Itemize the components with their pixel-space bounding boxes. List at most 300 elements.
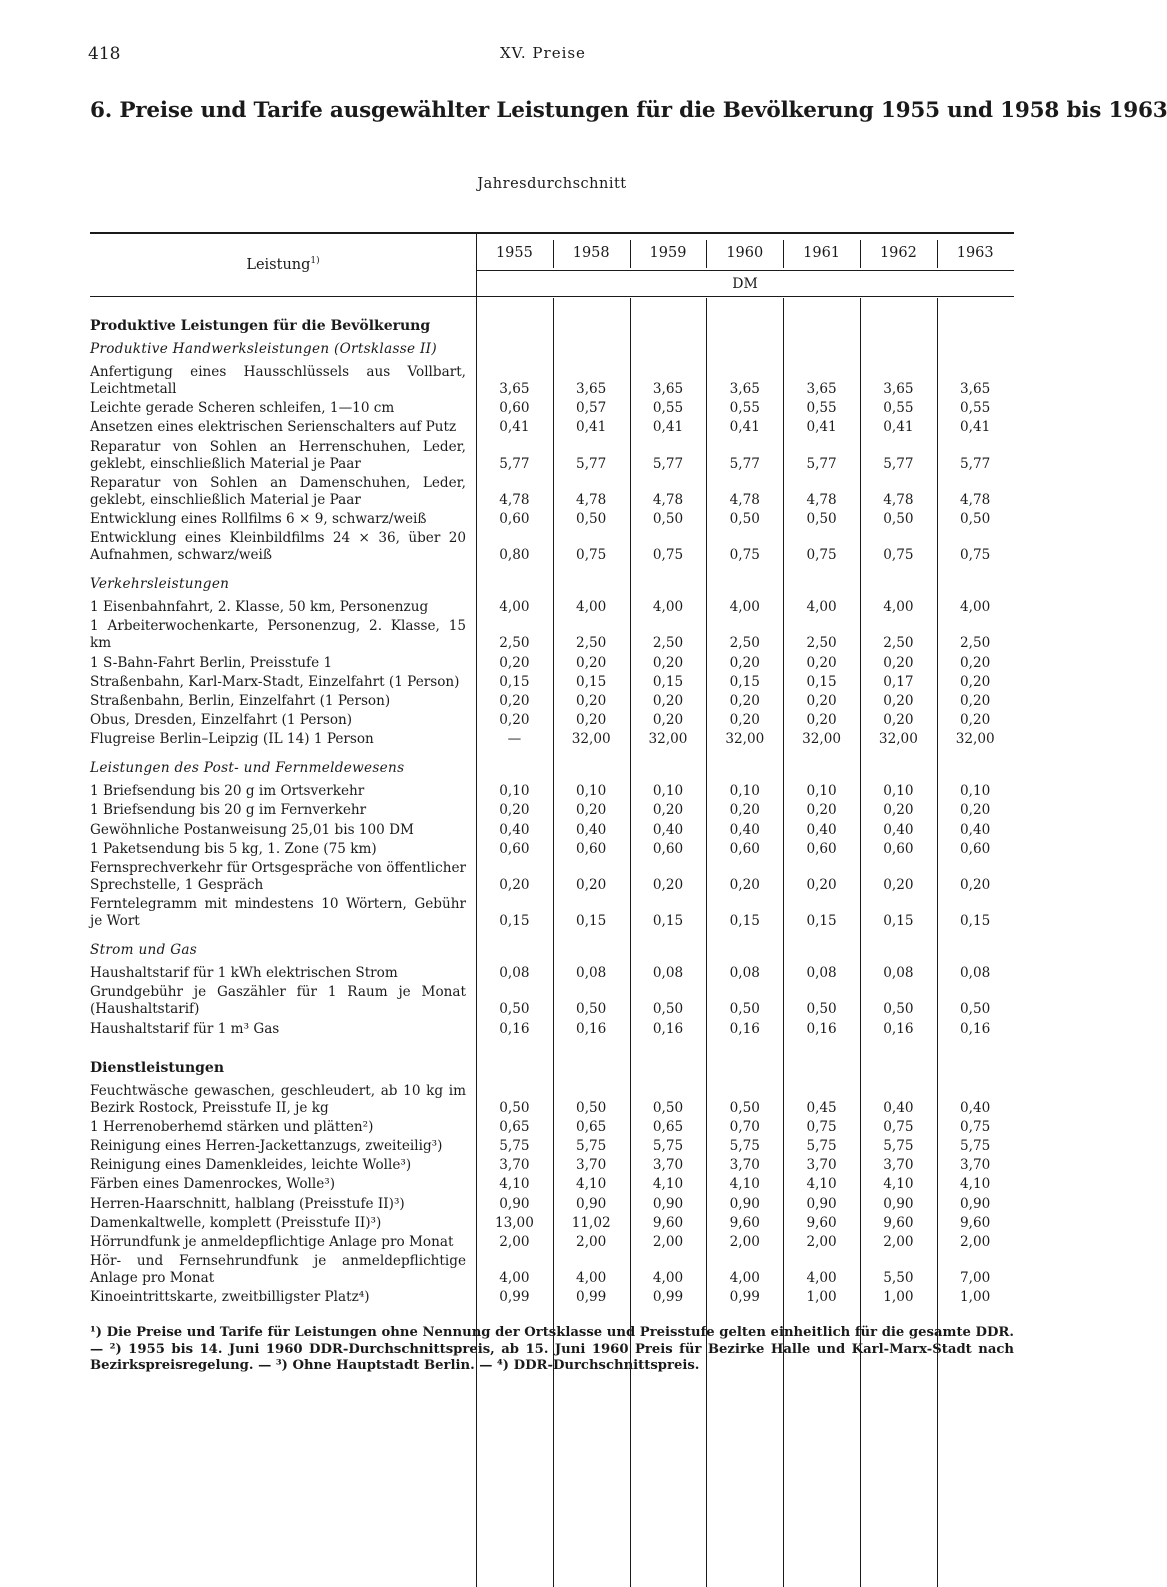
cell-1960: 0,20: [729, 712, 760, 729]
cell-1963: 1,00: [960, 1289, 991, 1306]
cell-1962: 0,20: [883, 712, 914, 729]
table-row: [90, 1157, 1014, 1174]
cell-1961: 4,00: [806, 599, 837, 616]
cell-1960: 0,20: [729, 692, 760, 709]
cell-1963: 32,00: [955, 731, 995, 748]
table-row: [90, 1083, 1014, 1117]
cell-1955: 13,00: [494, 1214, 534, 1231]
cell-1955: 0,50: [499, 1099, 530, 1116]
cell-1963: 0,08: [960, 965, 991, 982]
row-label: 1 Paketsendung bis 5 kg, 1. Zone (75 km): [90, 840, 377, 857]
cell-1961: 4,10: [806, 1176, 837, 1193]
column-separator: [783, 240, 784, 268]
cell-1958: 0,50: [576, 510, 607, 527]
year-header-1959: 1959: [649, 245, 687, 261]
cell-1955: 4,00: [499, 599, 530, 616]
cell-1962: 0,20: [883, 877, 914, 893]
cell-1958: 32,00: [571, 731, 611, 748]
table-row: [90, 693, 1014, 710]
table-row: [90, 674, 1014, 691]
cell-1960: 0,50: [729, 510, 760, 527]
row-label: Obus, Dresden, Einzelfahrt (1 Person): [90, 712, 353, 729]
table-row: [90, 822, 1014, 839]
cell-1959: 0,20: [652, 712, 684, 729]
cell-1962: 32,00: [878, 731, 918, 748]
cell-1961: 0,10: [806, 783, 837, 800]
cell-1958: 0,90: [576, 1195, 607, 1212]
cell-1959: 0,65: [652, 1118, 684, 1135]
row-label: Reinigung eines Herren-Jackettanzugs, zweiteilig³): [90, 1137, 443, 1154]
cell-1958: 4,00: [576, 1270, 607, 1287]
unit-header: DM: [732, 276, 758, 292]
cell-1962: 1,00: [883, 1289, 914, 1306]
cell-1963: 0,90: [960, 1195, 991, 1212]
cell-1961: 0,20: [806, 877, 837, 893]
row-label: Straßenbahn, Berlin, Einzelfahrt (1 Person): [90, 692, 391, 709]
row-label: Ansetzen eines elektrischen Serienschalters auf Putz: [90, 419, 457, 436]
cell-1959: 3,70: [652, 1157, 684, 1174]
row-label: Flugreise Berlin–Leipzig (IL 14) 1 Person: [90, 731, 374, 748]
cell-1963: 3,65: [960, 381, 991, 397]
cell-1961: 3,65: [806, 381, 837, 397]
table-row: [90, 965, 1014, 982]
cell-1958: 3,70: [576, 1157, 607, 1174]
subsection-heading: [90, 942, 1014, 959]
cell-1963: 0,75: [960, 547, 991, 564]
cell-1963: 9,60: [960, 1214, 991, 1231]
row-label: Strom und Gas: [90, 942, 198, 959]
cell-1961: 0,75: [806, 1118, 837, 1135]
cell-1955: 0,80: [499, 547, 530, 564]
cell-1960: 0,40: [729, 821, 760, 838]
cell-1962: 0,40: [883, 1099, 914, 1116]
cell-1955: 0,60: [499, 840, 530, 857]
cell-1963: 0,50: [960, 510, 991, 527]
cell-1961: 9,60: [806, 1214, 837, 1231]
running-head: XV. Preise: [500, 44, 586, 62]
cell-1958: 5,75: [576, 1137, 607, 1154]
cell-1955: 0,99: [499, 1289, 530, 1306]
row-label: Feuchtwäsche gewaschen, geschleudert, ab 10 kg im Bezirk Rostock, Preisstufe II, je kg: [90, 1082, 466, 1116]
cell-1960: 0,90: [729, 1195, 760, 1212]
row-label: 1 Briefsendung bis 20 g im Fernverkehr: [90, 802, 367, 819]
cell-1960: 0,10: [729, 783, 760, 800]
row-label: Produktive Handwerksleistungen (Ortsklasse II): [90, 341, 437, 357]
cell-1958: 0,41: [576, 419, 607, 436]
cell-1959: 5,75: [652, 1137, 684, 1154]
cell-1959: 0,10: [652, 783, 684, 800]
cell-1955: 0,41: [499, 419, 530, 436]
cell-1959: 2,00: [652, 1233, 684, 1250]
cell-1959: 0,15: [652, 913, 684, 930]
table-row: [90, 511, 1014, 528]
cell-1959: 0,20: [652, 654, 684, 671]
cell-1960: 0,75: [729, 547, 760, 564]
cell-1961: 1,00: [806, 1289, 837, 1306]
cell-1960: 9,60: [729, 1214, 760, 1231]
cell-1962: 0,55: [883, 400, 914, 417]
cell-1962: 2,00: [883, 1233, 914, 1250]
cell-1961: 0,08: [806, 965, 837, 982]
table-row: [90, 896, 1014, 930]
footnotes: [90, 1325, 1014, 1375]
cell-1955: 0,50: [499, 1001, 530, 1018]
cell-1955: 3,65: [499, 381, 530, 397]
cell-1958: 0,15: [576, 673, 607, 690]
cell-1955: 0,16: [499, 1020, 530, 1037]
table-subtitle: Jahresdurchschnitt: [477, 176, 627, 192]
cell-1958: 0,20: [576, 802, 607, 819]
table-row: [90, 731, 1014, 748]
year-header-1960: 1960: [726, 245, 764, 261]
cell-1958: 0,08: [576, 965, 607, 982]
cell-1955: 0,20: [499, 712, 530, 729]
year-header-1961: 1961: [803, 245, 841, 261]
cell-1959: 4,00: [652, 1270, 684, 1287]
cell-1963: 7,00: [960, 1270, 991, 1287]
year-header-1955: 1955: [495, 245, 533, 261]
cell-1960: 0,99: [729, 1289, 760, 1306]
cell-1959: 5,77: [652, 455, 684, 472]
cell-1961: 0,15: [806, 673, 837, 690]
cell-1959: 0,20: [652, 877, 684, 893]
cell-1955: 0,08: [499, 965, 530, 982]
subsection-heading: [90, 341, 1014, 358]
cell-1955: 0,20: [499, 654, 530, 671]
row-label: Produktive Leistungen für die Bevölkerung: [90, 318, 431, 334]
table-row: [90, 618, 1014, 652]
row-label: Grundgebühr je Gaszähler für 1 Raum je Monat (Haushaltstarif): [90, 984, 466, 1018]
cell-1955: 5,75: [499, 1137, 530, 1154]
cell-1960: 3,70: [729, 1157, 760, 1174]
row-label: Entwicklung eines Rollfilms 6 × 9, schwarz/weiß: [90, 510, 427, 527]
cell-1955: 4,10: [499, 1176, 530, 1193]
header-bottom-rule: [90, 296, 1014, 297]
cell-1958: 3,65: [576, 381, 607, 397]
cell-1963: 4,10: [960, 1176, 991, 1193]
cell-1961: 0,20: [806, 692, 837, 709]
table-row: [90, 475, 1014, 509]
cell-1958: 0,65: [576, 1118, 607, 1135]
table-row: [90, 841, 1014, 858]
cell-1961: 4,00: [806, 1270, 837, 1287]
table-top-rule: [90, 232, 1014, 234]
cell-1959: 0,50: [652, 1099, 684, 1116]
cell-1960: 0,08: [729, 965, 760, 982]
cell-1958: 0,10: [576, 783, 607, 800]
table-row: [90, 1253, 1014, 1287]
table-row: [90, 530, 1014, 564]
cell-1962: 0,50: [883, 1001, 914, 1018]
cell-1960: 0,50: [729, 1099, 760, 1116]
cell-1959: 4,00: [652, 599, 684, 616]
cell-1955: 5,77: [499, 455, 530, 472]
row-label: Straßenbahn, Karl-Marx-Stadt, Einzelfahrt (1 Person): [90, 673, 460, 690]
cell-1959: 0,41: [652, 419, 684, 436]
cell-1963: 0,40: [960, 1099, 991, 1116]
cell-1958: 0,50: [576, 1099, 607, 1116]
cell-1961: 0,20: [806, 654, 837, 671]
cell-1962: 0,20: [883, 802, 914, 819]
cell-1960: 0,20: [729, 654, 760, 671]
cell-1955: —: [507, 731, 522, 748]
cell-1963: 0,10: [960, 783, 991, 800]
cell-1962: 0,10: [883, 783, 914, 800]
cell-1962: 0,90: [883, 1195, 914, 1212]
cell-1959: 3,65: [652, 381, 684, 397]
cell-1962: 0,20: [883, 654, 914, 671]
cell-1960: 0,60: [729, 840, 760, 857]
table-row: [90, 860, 1014, 894]
row-label: 1 Herrenoberhemd stärken und plätten²): [90, 1118, 374, 1135]
section-heading: [90, 318, 1014, 335]
cell-1958: 0,57: [576, 400, 607, 417]
cell-1960: 0,70: [729, 1118, 760, 1135]
cell-1961: 0,60: [806, 840, 837, 857]
cell-1961: 32,00: [802, 731, 842, 748]
column-separator: [553, 240, 554, 268]
table-row: [90, 984, 1014, 1018]
cell-1955: 0,40: [499, 821, 530, 838]
row-label: Gewöhnliche Postanweisung 25,01 bis 100 DM: [90, 821, 414, 838]
column-separator: [706, 240, 707, 268]
cell-1963: 0,16: [960, 1020, 991, 1037]
cell-1961: 3,70: [806, 1157, 837, 1174]
table-row: [90, 1021, 1014, 1038]
cell-1962: 0,08: [883, 965, 914, 982]
cell-1962: 4,10: [883, 1176, 914, 1193]
cell-1959: 4,78: [652, 491, 684, 508]
row-label: Hörrundfunk je anmeldepflichtige Anlage pro Monat: [90, 1233, 454, 1250]
table-row: [90, 1196, 1014, 1213]
cell-1958: 2,50: [576, 635, 607, 652]
cell-1961: 0,45: [806, 1099, 837, 1116]
cell-1958: 5,77: [576, 455, 607, 472]
cell-1955: 0,15: [499, 913, 530, 930]
row-label: Reparatur von Sohlen an Herrenschuhen, Leder, geklebt, einschließlich Material je Paar: [90, 438, 466, 472]
column-separator: [630, 240, 631, 268]
cell-1958: 0,20: [576, 712, 607, 729]
cell-1958: 4,78: [576, 491, 607, 508]
cell-1960: 4,00: [729, 599, 760, 616]
table-row: [90, 1176, 1014, 1193]
cell-1959: 0,40: [652, 821, 684, 838]
table-row: [90, 1234, 1014, 1251]
cell-1963: 5,77: [960, 455, 991, 472]
cell-1963: 3,70: [960, 1157, 991, 1174]
row-label: 1 Briefsendung bis 20 g im Ortsverkehr: [90, 783, 365, 800]
table-row: [90, 400, 1014, 417]
cell-1962: 5,50: [883, 1270, 914, 1287]
row-label: Fernsprechverkehr für Ortsgespräche von öffentlicher Sprechstelle, 1 Gespräch: [90, 860, 466, 893]
cell-1961: 4,78: [806, 491, 837, 508]
table-row: [90, 802, 1014, 819]
cell-1962: 0,75: [883, 547, 914, 564]
row-label: Leistungen des Post- und Fernmeldewesens: [90, 760, 405, 777]
cell-1955: 0,60: [499, 400, 530, 417]
row-label: Reinigung eines Damenkleides, leichte Wolle³): [90, 1157, 412, 1174]
cell-1960: 0,50: [729, 1001, 760, 1018]
cell-1955: 4,00: [499, 1270, 530, 1287]
cell-1961: 2,50: [806, 635, 837, 652]
cell-1963: 0,20: [960, 877, 991, 893]
cell-1962: 0,16: [883, 1020, 914, 1037]
cell-1960: 5,75: [729, 1137, 760, 1154]
subsection-heading: [90, 576, 1014, 593]
cell-1963: 0,55: [960, 400, 991, 417]
row-label: Kinoeintrittskarte, zweitbilligster Platz⁴): [90, 1289, 370, 1306]
cell-1962: 0,17: [883, 673, 914, 690]
table-row: [90, 1215, 1014, 1232]
row-label: 1 Arbeiterwochenkarte, Personenzug, 2. Klasse, 15 km: [90, 618, 466, 652]
cell-1960: 2,00: [729, 1233, 760, 1250]
cell-1962: 3,70: [883, 1157, 914, 1174]
row-label: Haushaltstarif für 1 m³ Gas: [90, 1020, 280, 1037]
cell-1961: 0,20: [806, 802, 837, 819]
cell-1962: 0,20: [883, 692, 914, 709]
cell-1958: 0,20: [576, 654, 607, 671]
cell-1958: 0,60: [576, 840, 607, 857]
cell-1963: 4,00: [960, 599, 991, 616]
cell-1960: 32,00: [725, 731, 765, 748]
cell-1959: 0,75: [652, 547, 684, 564]
cell-1955: 0,60: [499, 510, 530, 527]
cell-1959: 0,16: [652, 1020, 684, 1037]
cell-1960: 0,55: [729, 400, 760, 417]
cell-1955: 0,20: [499, 802, 530, 819]
cell-1960: 4,00: [729, 1270, 760, 1287]
cell-1959: 0,50: [652, 510, 684, 527]
cell-1959: 0,55: [652, 400, 684, 417]
cell-1962: 4,00: [883, 599, 914, 616]
row-label: Färben eines Damenrockes, Wolle³): [90, 1176, 336, 1193]
cell-1959: 0,50: [652, 1001, 684, 1018]
cell-1959: 0,60: [652, 840, 684, 857]
cell-1958: 2,00: [576, 1233, 607, 1250]
cell-1962: 2,50: [883, 635, 914, 652]
cell-1963: 0,40: [960, 821, 991, 838]
header-mid-rule: [476, 270, 1014, 271]
cell-1962: 4,78: [883, 491, 914, 508]
column-separator: [937, 240, 938, 268]
cell-1959: 0,99: [652, 1289, 684, 1306]
row-label: Verkehrsleistungen: [90, 576, 230, 593]
cell-1960: 0,15: [729, 913, 760, 930]
cell-1955: 0,15: [499, 673, 530, 690]
cell-1961: 0,16: [806, 1020, 837, 1037]
cell-1955: 4,78: [499, 491, 530, 508]
cell-1963: 4,78: [960, 491, 991, 508]
cell-1959: 0,90: [652, 1195, 684, 1212]
cell-1959: 32,00: [648, 731, 688, 748]
cell-1963: 0,50: [960, 1001, 991, 1018]
cell-1962: 0,50: [883, 510, 914, 527]
cell-1955: 3,70: [499, 1157, 530, 1174]
cell-1960: 0,20: [729, 802, 760, 819]
cell-1959: 2,50: [652, 635, 684, 652]
cell-1958: 4,00: [576, 599, 607, 616]
cell-1962: 0,75: [883, 1118, 914, 1135]
table-row: [90, 1289, 1014, 1306]
cell-1958: 0,20: [576, 692, 607, 709]
row-label: Haushaltstarif für 1 kWh elektrischen Strom: [90, 965, 398, 982]
row-label: Entwicklung eines Kleinbildfilms 24 × 36, über 20 Aufnahmen, schwarz/weiß: [90, 530, 466, 564]
row-label: Dienstleistungen: [90, 1059, 225, 1076]
cell-1963: 0,20: [960, 802, 991, 819]
cell-1958: 11,02: [571, 1214, 611, 1231]
cell-1961: 5,75: [806, 1137, 837, 1154]
cell-1961: 0,90: [806, 1195, 837, 1212]
year-header-1962: 1962: [879, 245, 917, 261]
subsection-heading: [90, 760, 1014, 777]
cell-1958: 0,99: [576, 1289, 607, 1306]
cell-1961: 0,15: [806, 913, 837, 930]
cell-1960: 5,77: [729, 455, 760, 472]
cell-1961: 0,40: [806, 821, 837, 838]
cell-1963: 0,20: [960, 712, 991, 729]
cell-1960: 2,50: [729, 635, 760, 652]
table-row: [90, 783, 1014, 800]
page-number: 418: [88, 44, 121, 64]
cell-1962: 5,75: [883, 1137, 914, 1154]
row-label: Herren-Haarschnitt, halblang (Preisstufe II)³): [90, 1195, 405, 1212]
cell-1962: 0,15: [883, 913, 914, 930]
cell-1961: 0,50: [806, 510, 837, 527]
cell-1961: 0,55: [806, 400, 837, 417]
cell-1958: 0,20: [576, 877, 607, 893]
cell-1955: 2,50: [499, 635, 530, 652]
table-body: [90, 318, 1014, 1308]
cell-1963: 5,75: [960, 1137, 991, 1154]
column-separator: [860, 240, 861, 268]
cell-1962: 0,60: [883, 840, 914, 857]
cell-1961: 0,20: [806, 712, 837, 729]
cell-1962: 0,40: [883, 821, 914, 838]
cell-1960: 4,78: [729, 491, 760, 508]
cell-1960: 4,10: [729, 1176, 760, 1193]
cell-1961: 0,75: [806, 547, 837, 564]
table-row: [90, 439, 1014, 473]
cell-1962: 0,41: [883, 419, 914, 436]
cell-1958: 0,40: [576, 821, 607, 838]
cell-1959: 0,15: [652, 673, 684, 690]
table-row: [90, 419, 1014, 436]
cell-1958: 0,50: [576, 1001, 607, 1018]
year-header-1958: 1958: [572, 245, 610, 261]
row-label: Reparatur von Sohlen an Damenschuhen, Leder, geklebt, einschließlich Material je Paar: [90, 474, 466, 508]
table-row: [90, 364, 1014, 398]
cell-1962: 3,65: [883, 381, 914, 397]
row-label: 1 Eisenbahnfahrt, 2. Klasse, 50 km, Personenzug: [90, 599, 429, 616]
cell-1963: 0,20: [960, 654, 991, 671]
cell-1963: 0,41: [960, 419, 991, 436]
row-label: Hör- und Fernsehrundfunk je anmeldepflichtige Anlage pro Monat: [90, 1253, 466, 1287]
row-label: 1 S-Bahn-Fahrt Berlin, Preisstufe 1: [90, 654, 333, 671]
cell-1955: 0,20: [499, 692, 530, 709]
table-row: [90, 1119, 1014, 1136]
cell-1960: 0,41: [729, 419, 760, 436]
cell-1963: 0,20: [960, 673, 991, 690]
cell-1959: 0,08: [652, 965, 684, 982]
year-header-1963: 1963: [956, 245, 994, 261]
column-header-label: Leistung$^{1)}$: [246, 256, 320, 273]
cell-1963: 0,20: [960, 692, 991, 709]
cell-1961: 2,00: [806, 1233, 837, 1250]
cell-1963: 2,50: [960, 635, 991, 652]
cell-1958: 0,75: [576, 547, 607, 564]
cell-1960: 0,16: [729, 1020, 760, 1037]
table-row: [90, 1138, 1014, 1155]
